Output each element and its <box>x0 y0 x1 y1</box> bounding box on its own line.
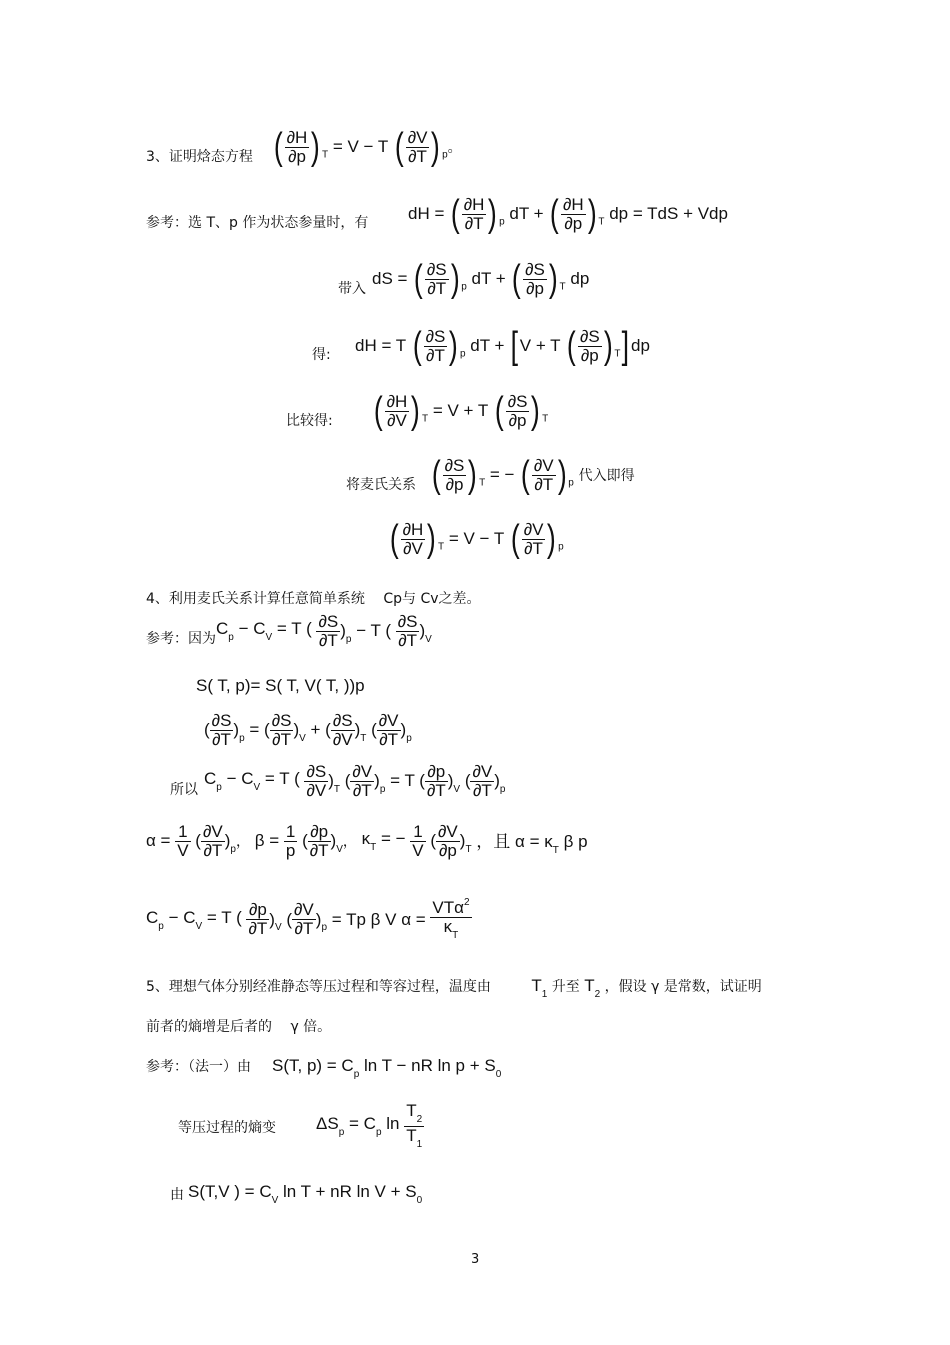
problem5-line1: 5、理想气体分别经准静态等压过程和等容过程，温度由 $T_1$ 升至 $T_2$ ，假设 γ 是常数，试证明 <box>146 976 762 1000</box>
entropy-derivative-equation: ( $\frac{\partial S}{\partial T}$ )$_p$ = ( $\frac{\partial S}{\partial T}$ )$_V$ + ( $\frac{\partial S}{\partial V}$ )$_T$ ( $\frac{\partial V}{\partial T}$ )$_p$ <box>204 711 412 749</box>
by-label: 由 <box>170 1187 184 1203</box>
problem4-title: 4、利用麦氏关系计算任意简单系统 Cp与 Cv之差。 <box>146 591 481 607</box>
cp-cv-result: $C_p - C_V = T$ ( $\frac{\partial p}{\partial T}$ )$_V$ ( $\frac{\partial V}{\partial T}$ )$_p = Tp$ β V α = $\frac{VT\alpha^2}{\kappa_T}$ <box>146 897 470 941</box>
problem5-reference: 参考：（法一）由 <box>146 1059 251 1075</box>
cp-cv-equation-1: $C_p - C_V = T$ ( $\frac{\partial S}{\partial T}$ )$_p - T$ ( $\frac{\partial S}{\partial T}$ )$_V$ <box>216 612 432 650</box>
entropy-isochoric-function: S(T,V ) = $C_V$ ln T + nR $\ln V + S_0$ <box>188 1182 423 1206</box>
problem3-equation: ( $\frac{\partial H}{\partial p}$ ) $_T$ = V − T ( $\frac{\partial V}{\partial T}$ ) $_p$。 <box>273 126 462 168</box>
dh-equation: dH = ( $\frac{\partial H}{\partial T}$ ) $_p$ dT + ( $\frac{\partial H}{\partial p}$ ) $_T$ dp = TdS + Vdp <box>408 193 728 235</box>
compare-equation: ( $\frac{\partial H}{\partial V}$ ) $_T$ = V + T ( $\frac{\partial S}{\partial p}$ ) $_T$ <box>373 390 549 432</box>
get-label: 得: <box>312 347 331 363</box>
therefore-label: 所以 <box>170 782 198 798</box>
problem5-line2: 前者的熵增是后者的 γ 倍。 <box>146 1019 332 1035</box>
coefficients-definition: α = $\frac{1}{V}$ ( $\frac{\partial V}{\partial T}$ )$_p$， β = $\frac{1}{p}$ ( $\frac{\partial p}{\partial T}$ )$_V$， $\kappa_T$ = − $\frac{1}{V}$ ( $\frac{\partial V}{\partial p}$ )$_T$ ，且 $\alpha = \kappa_T$ β p <box>146 822 588 860</box>
cp-cv-equation-2: $C_p - C_V = T$ ( $\frac{\partial S}{\partial V}$ )$_T$ ( $\frac{\partial V}{\partial T}$ )$_p = T$ ( $\frac{\partial p}{\partial T}$ )$_V$ ( $\frac{\partial V}{\partial T}$ )$_p$ <box>204 762 506 800</box>
ds-equation: dS = ( $\frac{\partial S}{\partial T}$ ) $_p$ dT + ( $\frac{\partial S}{\partial p}$ ) $_T$ dp <box>372 258 590 300</box>
problem4-reference: 参考：因为 <box>146 631 216 647</box>
problem3-title: 3、证明焓态方程 <box>146 149 253 165</box>
dh-expanded-equation: dH = T ( $\frac{\partial S}{\partial T}$ ) $_p$ dT + [V + T ( $\frac{\partial S}{\partial p}$ ) $_T$]dp <box>355 325 650 367</box>
entropy-isobaric-function: S(T, $p) = C_p$ ln T − nR $\ln p + S_0$ <box>272 1056 502 1080</box>
maxwell-label: 将麦氏关系 <box>346 477 416 493</box>
isobaric-entropy-equation: $\Delta S_p = C_p$ ln $\frac{T_2}{T_1}$ <box>316 1101 423 1150</box>
compare-label: 比较得: <box>286 413 333 429</box>
substitute-label: 带入 <box>338 281 366 297</box>
page-number: 3 <box>471 1252 480 1267</box>
isobaric-entropy-label: 等压过程的熵变 <box>178 1120 276 1136</box>
maxwell-equation: ( $\frac{\partial S}{\partial p}$ ) $_T$ = − ( $\frac{\partial V}{\partial T}$ ) $_p$ 代入即得 <box>431 454 635 496</box>
final-equation: ( $\frac{\partial H}{\partial V}$ ) $_T$ = V − T ( $\frac{\partial V}{\partial T}$ ) $_p$ <box>389 518 564 560</box>
entropy-function: S( T, p)= S( T, V( T, ))p <box>196 676 365 695</box>
problem3-reference: 参考：选 T、p 作为状态参量时，有 <box>146 215 369 231</box>
